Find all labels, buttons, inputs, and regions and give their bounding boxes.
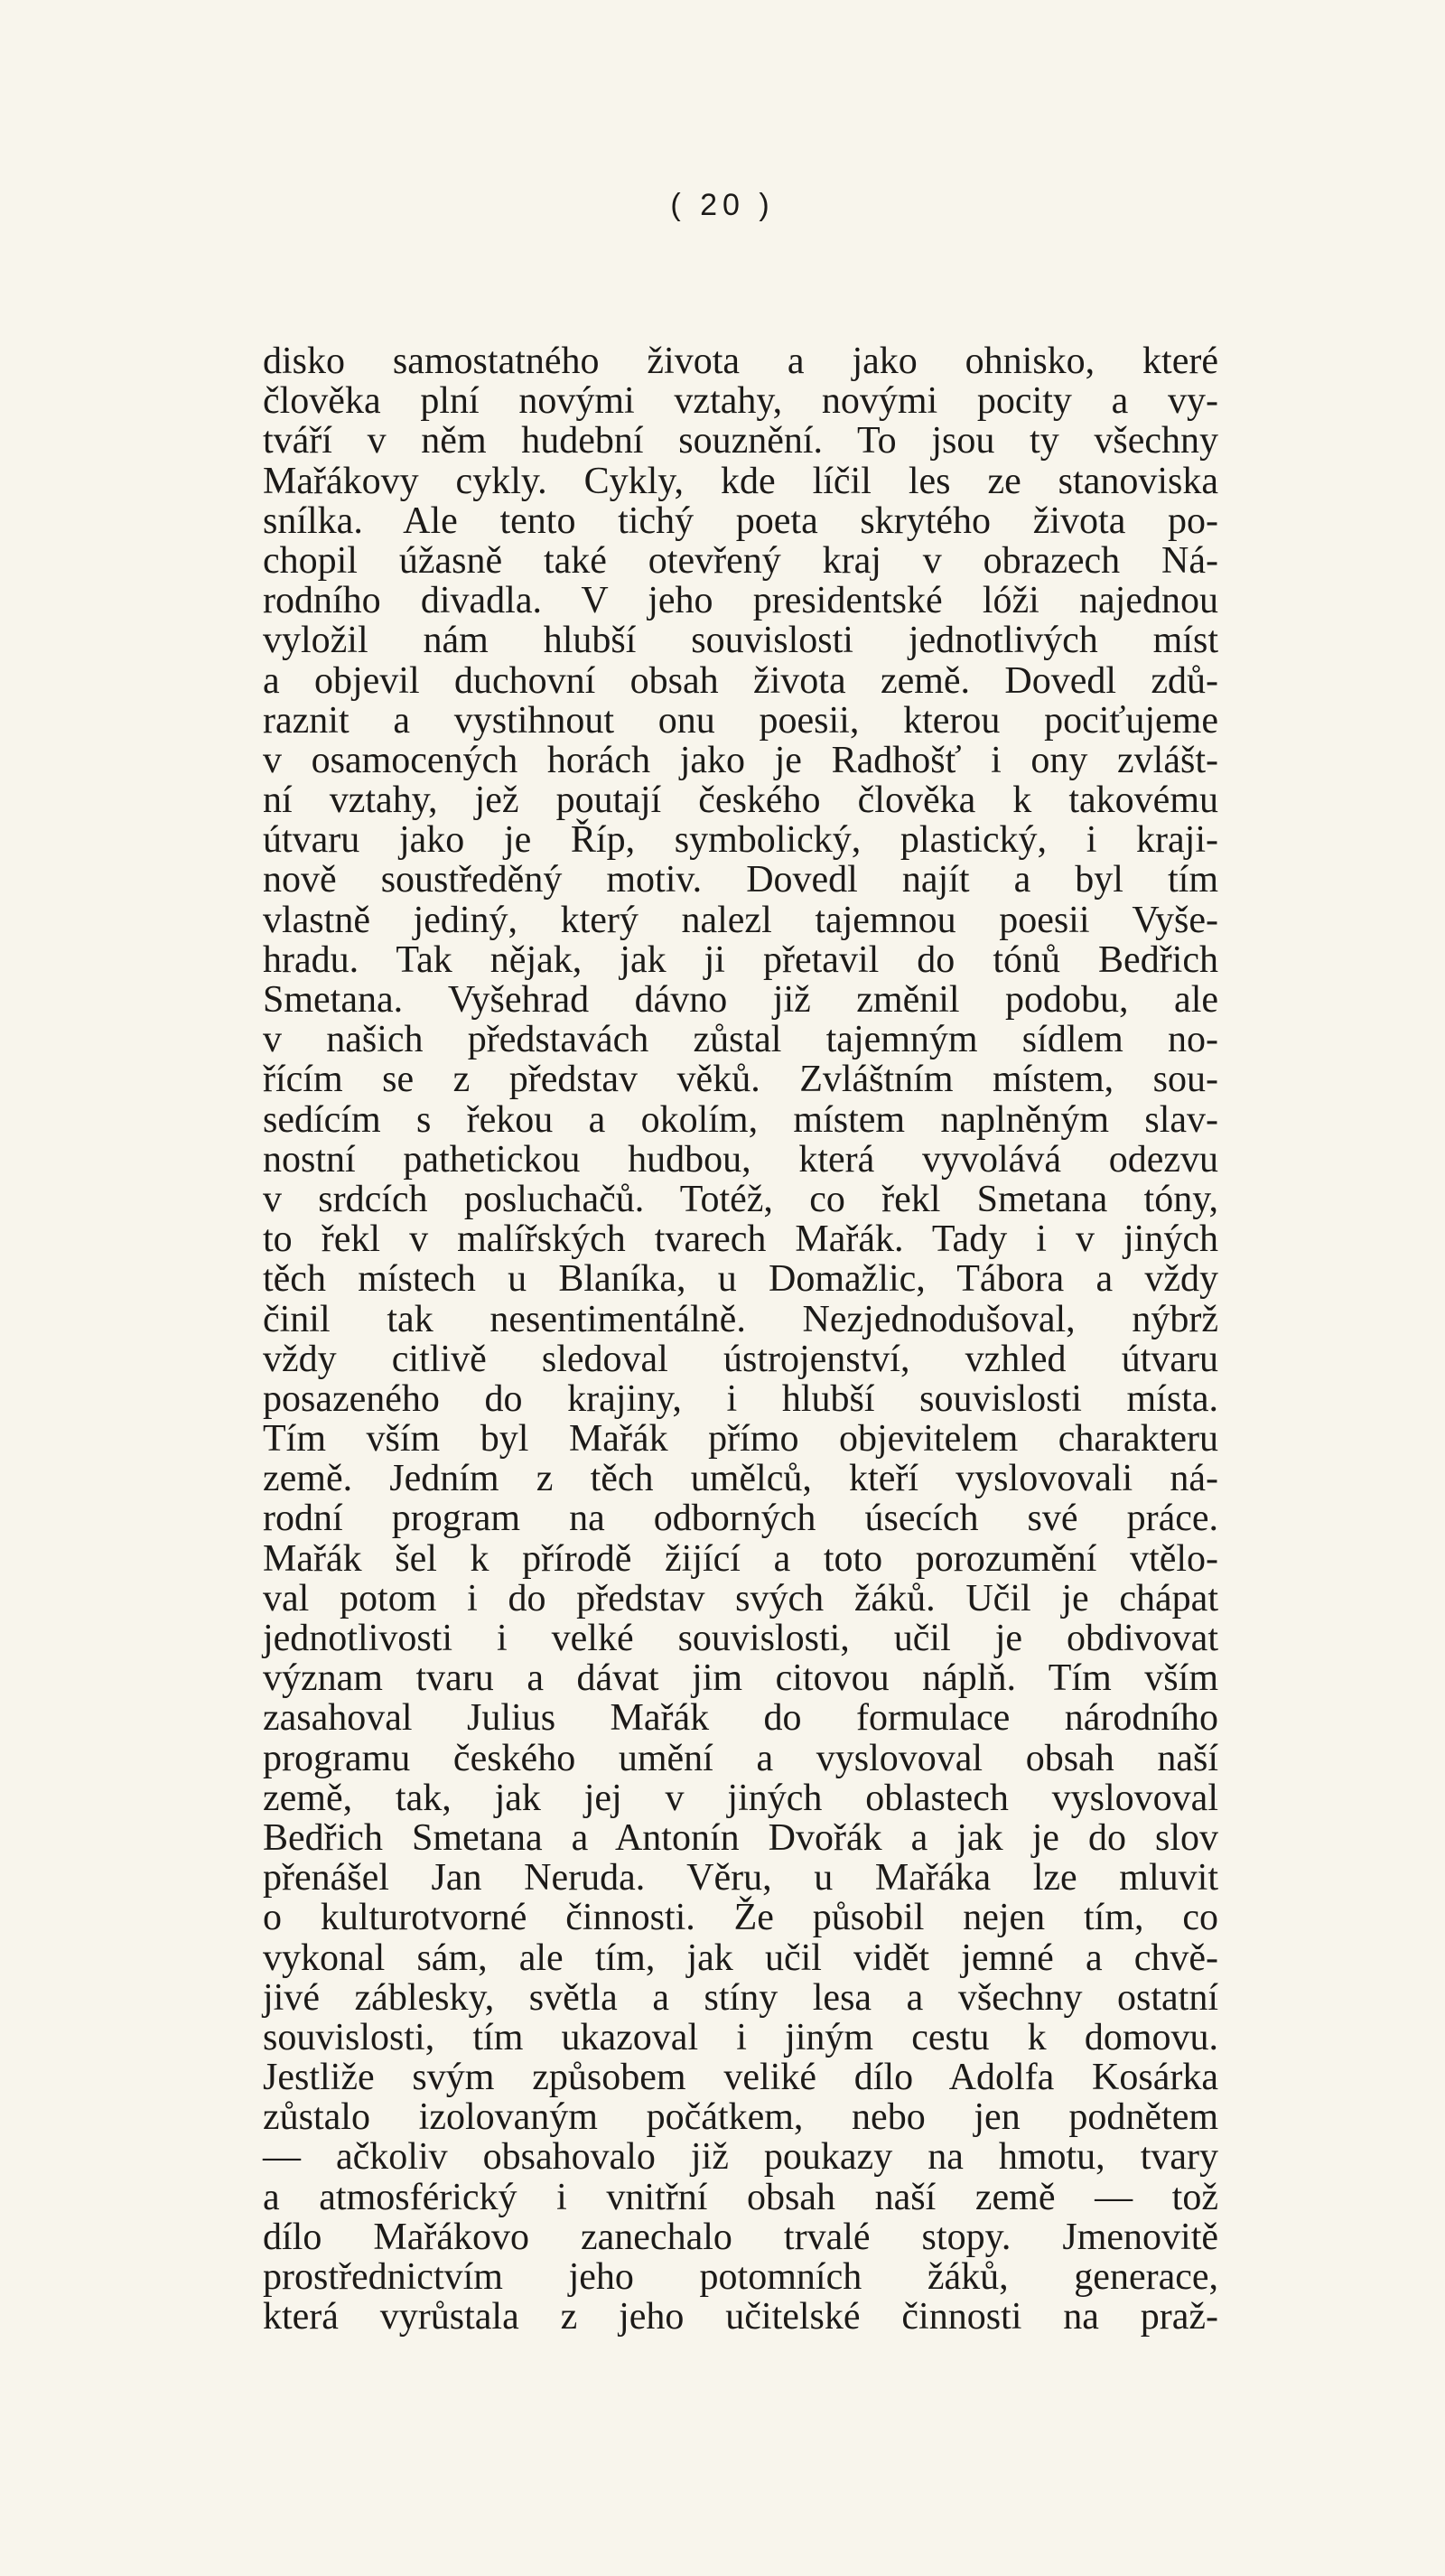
page-number: ( 20 ) (670, 188, 775, 222)
text-line: činil tak nesentimentálně. Nezjednodušoval, nýbrž (263, 1298, 1218, 1340)
text-line: Mařákovy cykly. Cykly, kde líčil les ze stanoviska (263, 460, 1218, 502)
text-line: rodní program na odborných úsecích své práce. (263, 1498, 1218, 1540)
text-line: snílka. Ale tento tichý poeta skrytého života po- (263, 499, 1218, 542)
text-line: posazeného do krajiny, i hlubší souvislosti místa. (263, 1377, 1218, 1420)
text-line: jivé záblesky, světla a stíny lesa a všechny ostatní (263, 1976, 1218, 2019)
text-line: chopil úžasně také otevřený kraj v obrazech Ná- (263, 539, 1218, 582)
text-line: tváří v něm hudební souznění. To jsou ty všechny (263, 420, 1218, 462)
text-line: sedícím s řekou a okolím, místem naplněným slav- (263, 1098, 1218, 1141)
text-line: Bedřich Smetana a Antonín Dvořák a jak je do slov (263, 1816, 1218, 1859)
text-line: v srdcích posluchačů. Totéž, co řekl Smetana tóny, (263, 1178, 1218, 1220)
text-line: vyložil nám hlubší souvislosti jednotlivých míst (263, 620, 1218, 662)
text-line: Smetana. Vyšehrad dávno již změnil podobu, ale (263, 979, 1218, 1021)
text-line: nostní pathetickou hudbou, která vyvolává odezvu (263, 1138, 1218, 1181)
text-line: a objevil duchovní obsah života země. Dovedl zdů- (263, 659, 1218, 702)
text-line: řícím se z představ věků. Zvláštním místem, sou- (263, 1059, 1218, 1101)
text-line: raznit a vystihnout onu poesii, kterou pociťujeme (263, 699, 1218, 742)
text-line: člověka plní novými vztahy, novými pocity a vy- (263, 380, 1218, 423)
text-line: — ačkoliv obsahovalo již poukazy na hmotu, tvary (263, 2136, 1218, 2179)
text-line: která vyrůstala z jeho učitelské činnosti na praž- (263, 2296, 1218, 2338)
text-line: význam tvaru a dávat jim citovou náplň. Tím vším (263, 1657, 1218, 1700)
text-line: Tím vším byl Mařák přímo objevitelem charakteru (263, 1418, 1218, 1461)
text-line: vlastně jediný, který nalezl tajemnou poesii Vyše- (263, 899, 1218, 941)
text-line: v našich představách zůstal tajemným sídlem no- (263, 1019, 1218, 1061)
text-line: disko samostatného života a jako ohnisko, které (263, 341, 1218, 382)
text-line: zůstalo izolovaným počátkem, nebo jen podnětem (263, 2096, 1218, 2139)
body-text (263, 341, 1218, 2337)
text-line: země. Jedním z těch umělců, kteří vyslovovali ná- (263, 1458, 1218, 1500)
text-line: vždy citlivě sledoval ústrojenství, vzhled útvaru (263, 1338, 1218, 1380)
text-line: přenášel Jan Neruda. Věru, u Mařáka lze mluvit (263, 1857, 1218, 1899)
text-line: v osamocených horách jako je Radhošť i ony zvlášt- (263, 739, 1218, 781)
text-line: ní vztahy, jež poutají českého člověka k takovému (263, 779, 1218, 822)
text-line: souvislosti, tím ukazoval i jiným cestu k domovu. (263, 2016, 1218, 2058)
text-line: zasahoval Julius Mařák do formulace národního (263, 1697, 1218, 1740)
text-line: země, tak, jak jej v jiných oblastech vyslovoval (263, 1777, 1218, 1819)
text-line: hradu. Tak nějak, jak ji přetavil do tónů Bedřich (263, 938, 1218, 981)
text-line: o kulturotvorné činnosti. Že působil nejen tím, co (263, 1897, 1218, 1939)
text-line: rodního divadla. V jeho presidentské lóži najednou (263, 580, 1218, 622)
text-line: val potom i do představ svých žáků. Učil je chápat (263, 1577, 1218, 1619)
text-line: vykonal sám, ale tím, jak učil vidět jemné a chvě- (263, 1937, 1218, 1979)
text-line: jednotlivosti i velké souvislosti, učil je obdivovat (263, 1618, 1218, 1659)
text-line: prostřednictvím jeho potomních žáků, generace, (263, 2256, 1218, 2298)
text-line: dílo Mařákovo zanechalo trvalé stopy. Jmenovitě (263, 2216, 1218, 2258)
text-line: to řekl v malířských tvarech Mařák. Tady i v jiných (263, 1218, 1218, 1261)
text-line: Mařák šel k přírodě žijící a toto porozumění vtělo- (263, 1537, 1218, 1580)
text-line: a atmosférický i vnitřní obsah naší země — tož (263, 2176, 1218, 2218)
text-line: Jestliže svým způsobem veliké dílo Adolfa Kosárka (263, 2057, 1218, 2099)
text-line: programu českého umění a vyslovoval obsah naší (263, 1737, 1218, 1779)
text-line: těch místech u Blaníka, u Domažlic, Tábora a vždy (263, 1258, 1218, 1301)
text-line: útvaru jako je Říp, symbolický, plastický, i kraji- (263, 819, 1218, 862)
text-line: nově soustředěný motiv. Dovedl najít a byl tím (263, 859, 1218, 901)
